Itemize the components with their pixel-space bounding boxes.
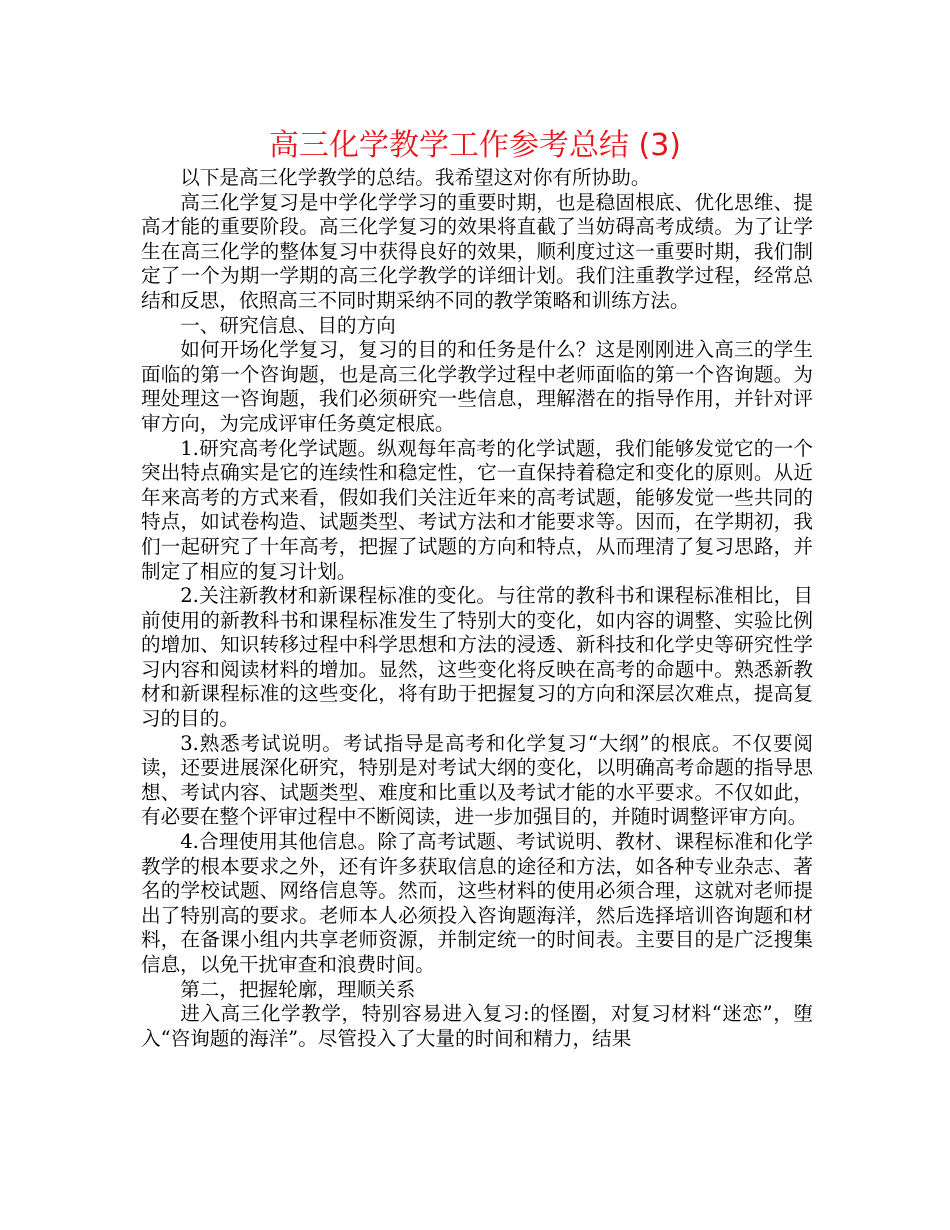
paragraph: 4.合理使用其他信息。除了高考试题、考试说明、教材、课程标准和化学教学的根本要求之外，还有许多获取信息的途径和方法，如各种专业杂志、著名的学校试题、网络信息等。然而，这些材料的使用必须合理，这就对老师提出了特别高的要求。老师本人必须投入咨询题海洋，然后选择培训咨询题和材料，在备课小组内共享老师资源，并制定统一的时间表。主要目的是广泛搜集信息，以免干扰审查和浪费时间。: [141, 830, 813, 976]
paragraph: 3.熟悉考试说明。考试指导是高考和化学复习“大纲”的根底。不仅要阅读，还要进展深化研究，特别是对考试大纲的变化，以明确高考命题的指导思想、考试内容、试题类型、难度和比重以及考试才能的水平要求。不仅如此，有必要在整个评审过程中不断阅读，进一步加强目的，并随时调整评审方向。: [141, 731, 813, 829]
paragraph: 进入高三化学教学，特别容易进入复习:的怪圈，对复习材料“迷恋”，堕入“咨询题的海洋”。尽管投入了大量的时间和精力，结果: [141, 1002, 813, 1050]
paragraph: 高三化学复习是中学化学学习的重要时期，也是稳固根底、优化思维、提高才能的重要阶段。高三化学复习的效果将直截了当妨碍高考成绩。为了让学生在高三化学的整体复习中获得良好的效果，顺利度过这一重要时期，我们制定了一个为期一学期的高三化学教学的详细计划。我们注重教学过程，经常总结和反思，依照高三不同时期采纳不同的教学策略和训练方法。: [141, 190, 813, 312]
section-heading: 第二，把握轮廓，理顺关系: [180, 977, 416, 1001]
paragraph: 1.研究高考化学试题。纵观每年高考的化学试题，我们能够发觉它的一个突出特点确实是它的连续性和稳定性，它一直保持着稳定和变化的原则。从近年来高考的方式来看，假如我们关注近年来的高考试题，能够发觉一些共同的特点，如试卷构造、试题类型、考试方法和才能要求等。因而，在学期初，我们一起研究了十年高考，把握了试题的方向和特点，从而理清了复习思路，并制定了相应的复习计划。: [141, 436, 813, 583]
document-body: [141, 166, 813, 1051]
paragraph: 以下是高三化学教学的总结。我希望这对你有所协助。: [180, 166, 651, 189]
paragraph: 2.关注新教材和新课程标准的变化。与往常的教科书和课程标准相比，目前使用的新教科书和课程标准发生了特别大的变化，如内容的调整、实验比例的增加、知识转移过程中科学思想和方法的浸透、新科技和化学史等研究性学习内容和阅读材料的增加。显然，这些变化将反映在高考的命题中。熟悉新教材和新课程标准的这些变化，将有助于把握复习的方向和深层次难点，提高复习的目的。: [141, 584, 813, 731]
document-title: 高三化学教学工作参考总结 (3): [268, 128, 682, 163]
section-heading: 一、研究信息、目的方向: [180, 313, 396, 337]
paragraph: 如何开场化学复习，复习的目的和任务是什么？这是刚刚进入高三的学生面临的第一个咨询题，也是高三化学教学过程中老师面临的第一个咨询题。为理处理这一咨询题，我们必须研究一些信息，理解潜在的指导作用，并针对评审方向，为完成评审任务奠定根底。: [141, 338, 813, 435]
